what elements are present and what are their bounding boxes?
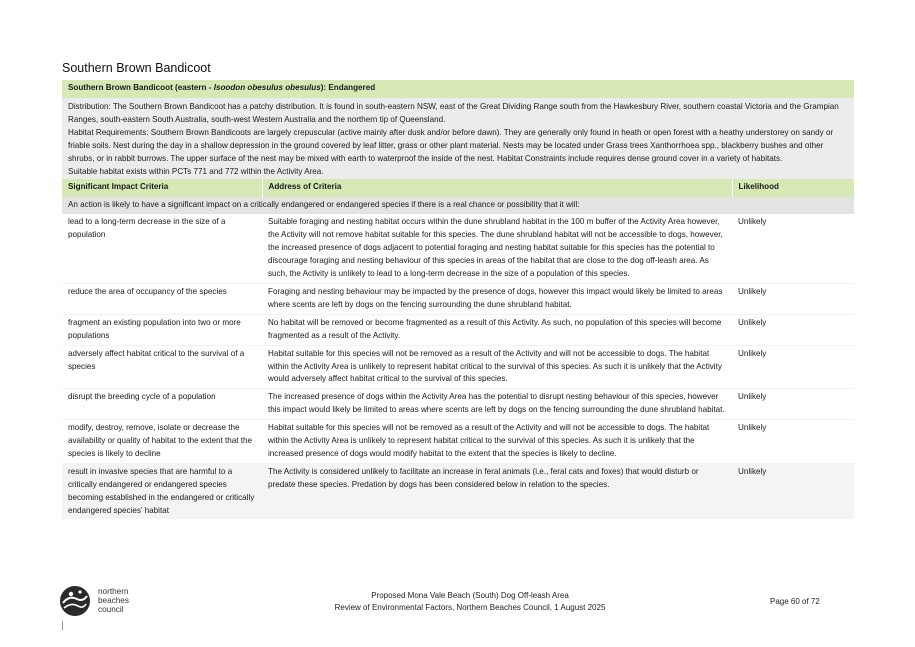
criteria-cell: reduce the area of occupancy of the species <box>62 283 262 314</box>
footer-doc-title: Proposed Mona Vale Beach (South) Dog Off-leash Area <box>371 591 569 600</box>
species-info-row <box>62 98 854 179</box>
criteria-cell: adversely affect habitat critical to the survival of a species <box>62 345 262 389</box>
table-row <box>62 283 854 314</box>
table-title-suffix: ): Endangered <box>320 83 376 92</box>
header-criteria: Significant Impact Criteria <box>62 179 262 197</box>
likelihood-cell: Unlikely <box>732 214 854 283</box>
criteria-cell: modify, destroy, remove, isolate or decrease the availability or quality of habitat to the extent that the species is likely to decline <box>62 420 262 464</box>
suitable-habitat-text: Suitable habitat exists within PCTs 771 and 772 within the Activity Area. <box>68 166 324 176</box>
address-cell: The Activity is considered unlikely to facilitate an increase in feral animals (i.e., feral cats and foxes) that would disturb or predate these species. Predation by dogs has been considered below in relation to the species. <box>262 463 732 519</box>
logo-line: council <box>98 605 124 614</box>
criteria-cell: lead to a long-term decrease in the size of a population <box>62 214 262 283</box>
address-cell: Foraging and nesting behaviour may be impacted by the presence of dogs, however this impact would likely be limited to areas where scents are left by dogs on the fencing surrounding the dune shrubland habitat. <box>262 283 732 314</box>
header-likelihood: Likelihood <box>732 179 854 197</box>
table-row <box>62 420 854 464</box>
significant-impact-table <box>62 80 854 519</box>
likelihood-cell: Unlikely <box>732 420 854 464</box>
habitat-requirements-text: Habitat Requirements: Southern Brown Bandicoots are largely crepuscular (active mainly after dusk and/or before dawn). They are generally only found in heath or open forest with a heathy understorey on sandy or friable soils. Nest during the day in a shallow depression in the ground covered by leaf litter, grass or other plant material. Nests may be located under Grass trees Xanthorrhoea spp., blackberry bushes and other shrubs, or in rabbit burrows. The upper surface of the nest may be mixed with earth to waterproof the inside of the nest. Habitat Constraints include requires dense ground cover in a variety of habitats. <box>68 127 834 163</box>
page-heading: Southern Brown Bandicoot <box>62 61 211 75</box>
table-title <box>62 80 854 98</box>
table-title-row <box>62 80 854 98</box>
table-row <box>62 314 854 345</box>
page-number: Page 60 of 72 <box>770 597 820 606</box>
margin-divider <box>62 621 63 630</box>
likelihood-cell: Unlikely <box>732 463 854 519</box>
criteria-cell: result in invasive species that are harmful to a critically endangered or endangered species becoming established in the endangered or critically endangered species’ habitat <box>62 463 262 519</box>
address-cell: Suitable foraging and nesting habitat occurs within the dune shrubland habitat in the 100 m buffer of the Activity Area however, the Activity will not remove habitat suitable for this species. The dune shrubland habitat will not be accessible to dogs, however, the increased presence of dogs adjacent to potential foraging and nesting habitat suitable for this species has the potential to discourage foraging and nesting behaviour of this species in areas of the habitat that are close to the dog off-leash area. As such, the Activity is unlikely to lead to a long-term decrease in the size of a population of this species. <box>262 214 732 283</box>
table-row <box>62 389 854 420</box>
criteria-intro-row <box>62 197 854 214</box>
likelihood-cell: Unlikely <box>732 283 854 314</box>
table-row <box>62 345 854 389</box>
distribution-text: Distribution: The Southern Brown Bandicoot has a patchy distribution. It is found in south-eastern NSW, east of the Great Dividing Range south from the Hawkesbury River, southern coastal Victoria and the Grampian Ranges, south-eastern South Australia, south-west Western Australia and the northern tip of Queensland. <box>68 102 839 124</box>
logo-line: beaches <box>98 596 129 605</box>
likelihood-cell: Unlikely <box>732 345 854 389</box>
criteria-cell: disrupt the breeding cycle of a population <box>62 389 262 420</box>
species-scientific-name: Isoodon obesulus obesulus <box>213 83 321 92</box>
likelihood-cell: Unlikely <box>732 314 854 345</box>
council-logo-wordmark <box>98 587 129 614</box>
address-cell: The increased presence of dogs within the Activity Area has the potential to disrupt nesting behaviour of this species, however this impact would likely be limited to areas where scents are left by dogs on the fencing surrounding the dune shrubland habitat. <box>262 389 732 420</box>
table-title-prefix: Southern Brown Bandicoot (eastern - <box>68 83 214 92</box>
column-header-row <box>62 179 854 197</box>
footer-doc-subtitle: Review of Environmental Factors, Northern Beaches Council, 1 August 2025 <box>334 602 606 612</box>
likelihood-cell: Unlikely <box>732 389 854 420</box>
address-cell: Habitat suitable for this species will not be removed as a result of the Activity and will not be accessible to dogs. The habitat within the Activity Area is unlikely to represent habitat critical to the survival of this species. As such it is unlikely that the increased presence of dogs would modify habitat to the extent that the species is likely to decline. <box>262 420 732 464</box>
document-footer <box>300 590 640 613</box>
criteria-cell: fragment an existing population into two or more populations <box>62 314 262 345</box>
table-row <box>62 214 854 283</box>
criteria-intro-text: An action is likely to have a significant impact on a critically endangered or endangered species if there is a real chance or possibility that it will: <box>62 197 854 214</box>
logo-line: northern <box>98 587 129 596</box>
table-row <box>62 463 854 519</box>
address-cell: Habitat suitable for this species will not be removed as a result of the Activity and will not be accessible to dogs. The habitat within the Activity Area is unlikely to represent habitat critical to the survival of this species. As such it is unlikely that the Activity would adversely affect habitat critical to the survival of this species. <box>262 345 732 389</box>
header-address: Address of Criteria <box>262 179 732 197</box>
address-cell: No habitat will be removed or become fragmented as a result of this Activity. As such, no population of this species will become fragmented as a result of the Activity. <box>262 314 732 345</box>
